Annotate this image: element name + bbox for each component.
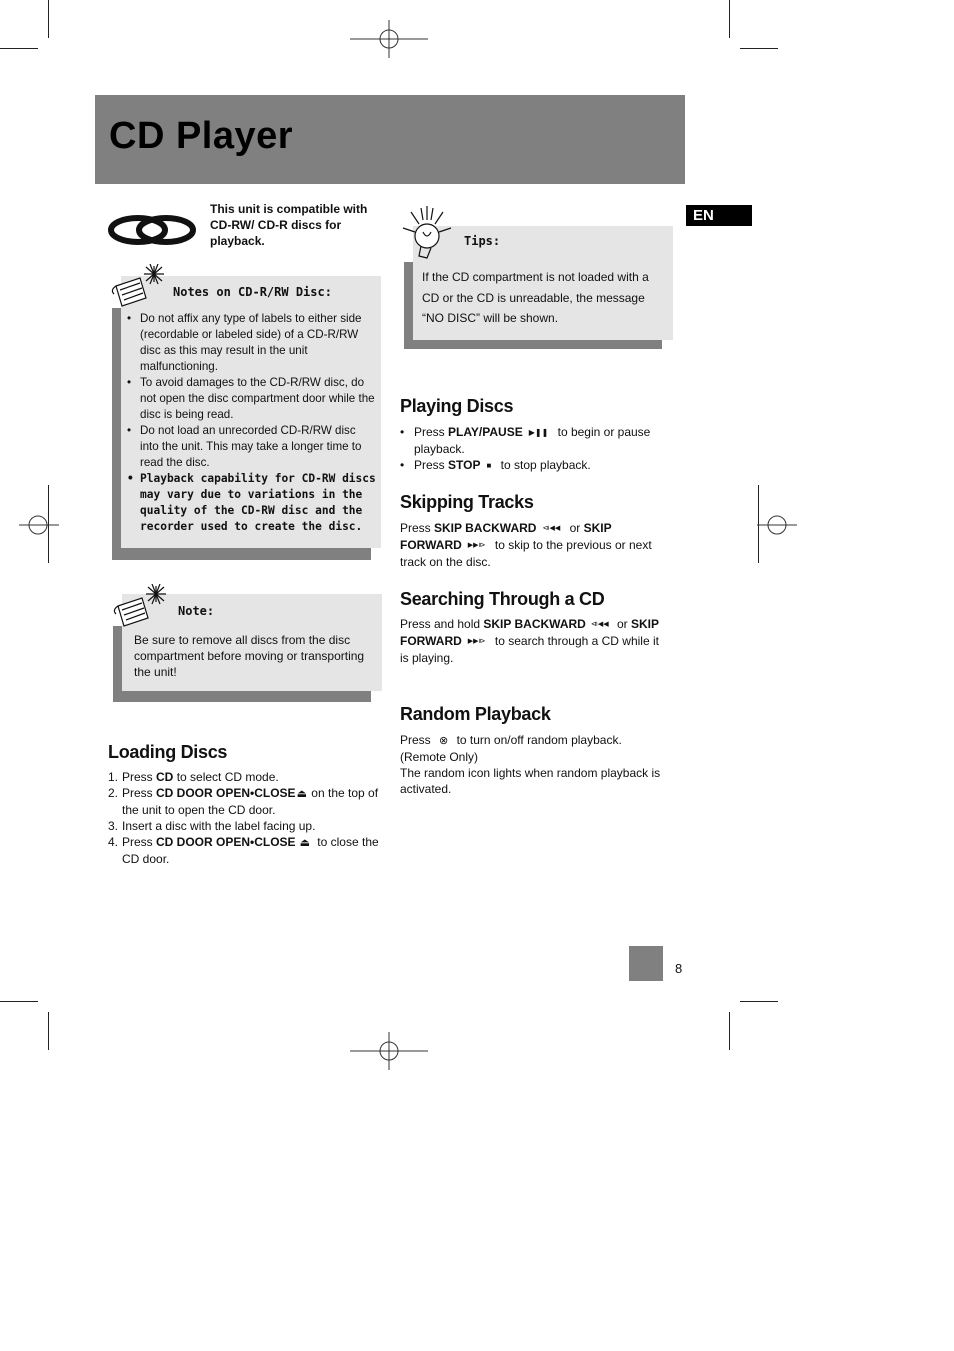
item-text: to search through a CD while it is playing. <box>400 633 659 665</box>
tips-box-text: If the CD compartment is not loaded with a CD or the CD is unreadable, the message “NO DISC” will be shown. <box>422 270 649 325</box>
registration-mark-icon <box>0 486 78 564</box>
item-text: Press <box>414 457 449 472</box>
item-text: to skip to the previous or next track on the disc. <box>400 537 652 569</box>
crop-mark <box>48 0 49 38</box>
cd-rw-logo-icon <box>108 214 196 246</box>
item-text: Press <box>400 521 435 535</box>
registration-mark-icon <box>738 486 816 564</box>
button-name: SKIP BACKWARD <box>483 617 586 631</box>
notepad-icon <box>112 584 170 628</box>
item-text: Press <box>414 425 449 439</box>
button-name: STOP <box>448 457 481 472</box>
crop-mark <box>729 0 730 38</box>
item-text: to turn on/off random playback. <box>453 733 622 747</box>
button-name: CD DOOR OPEN•CLOSE <box>156 786 296 800</box>
list-item <box>108 818 388 834</box>
list-item <box>108 834 388 867</box>
skip-back-icon: ⧏◀◀ <box>590 620 609 628</box>
lightbulb-icon <box>401 204 459 262</box>
searching-text <box>400 616 670 666</box>
compat-text: This unit is compatible with CD-RW/ CD-R discs for playback. <box>210 202 368 248</box>
button-name: CD DOOR OPEN•CLOSE <box>156 834 296 849</box>
random-text <box>400 732 675 797</box>
step-number: 1. <box>108 770 119 784</box>
eject-icon: ⏏ <box>296 787 307 800</box>
skip-forward-icon: ▶▶⧐ <box>467 541 486 549</box>
tips-box-title: Tips: <box>464 234 501 248</box>
list-item: • Do not load an unrecorded CD-R/RW disc into the unit. This may take a longer time to read the disc. <box>127 423 377 471</box>
skip-back-icon: ⧏◀◀ <box>542 524 561 532</box>
page-number-tab <box>629 946 663 981</box>
step-number: 4. <box>108 834 119 849</box>
step-text: Press <box>122 834 157 849</box>
step-text: on the top of the unit to open the CD door. <box>122 786 379 817</box>
crop-mark <box>740 48 778 49</box>
item-text: Press and hold <box>400 617 484 631</box>
loading-steps <box>108 769 388 867</box>
skipping-text <box>400 520 670 570</box>
random-line: The random icon lights when random playback is activated. <box>400 765 661 796</box>
page-number: 8 <box>675 961 683 976</box>
crop-mark <box>0 1001 38 1002</box>
playing-list <box>400 424 670 474</box>
step-text: to select CD mode. <box>173 770 279 784</box>
list-item: • Playback capability for CD-RW discs may vary due to variations in the quality of the CD-RW disc and the recorder used to create the disc. <box>127 471 377 535</box>
button-name: PLAY/PAUSE <box>448 425 523 439</box>
step-text: Press <box>122 770 157 784</box>
random-heading: Random Playback <box>400 704 551 724</box>
skipping-heading: Skipping Tracks <box>400 492 534 512</box>
loading-heading: Loading Discs <box>108 742 228 762</box>
notepad-icon <box>110 264 168 308</box>
button-name: CD <box>156 770 174 784</box>
notes-box-title: Notes on CD-R/RW Disc: <box>173 285 332 299</box>
item-text: or <box>566 521 584 535</box>
registration-mark-icon <box>350 1012 428 1090</box>
list-item: • To avoid damages to the CD-R/RW disc, do not open the disc compartment door while the disc is being read. <box>127 375 377 423</box>
item-text: to begin or pause playback. <box>414 425 651 456</box>
random-line <box>400 732 675 749</box>
skip-forward-icon: ▶▶⧐ <box>467 637 486 645</box>
list-item <box>400 424 670 457</box>
note-box-text: Be sure to remove all discs from the disc compartment before moving or transporting the unit! <box>134 633 365 679</box>
crop-mark <box>0 48 38 49</box>
note-box-title: Note: <box>178 604 215 618</box>
item-text: or <box>613 617 631 631</box>
title-band <box>95 95 685 184</box>
list-item <box>108 769 388 785</box>
stop-icon: ■ <box>486 460 492 470</box>
list-item: • Do not affix any type of labels to either side (recordable or labeled side) of a CD-R/RW disc as this may result in the unit malfunctioning. <box>127 311 377 375</box>
language-tab: EN <box>686 205 752 226</box>
step-text: to close the CD door. <box>122 834 379 866</box>
item-text: Press <box>400 733 435 747</box>
playing-heading: Playing Discs <box>400 396 514 416</box>
button-name: SKIP BACKWARD <box>434 521 537 535</box>
button-name: SKIP FORWARD <box>400 521 612 552</box>
step-number: 3. <box>108 818 119 833</box>
button-name: SKIP FORWARD <box>400 617 659 648</box>
random-line: (Remote Only) <box>400 749 479 764</box>
step-text: Press <box>122 786 157 800</box>
page-title: CD Player <box>109 115 294 157</box>
list-item <box>400 457 670 474</box>
crop-mark <box>48 1012 49 1050</box>
eject-icon: ⏏ <box>299 836 310 849</box>
random-icon: ⊗ <box>439 734 449 747</box>
item-text: to stop playback. <box>497 457 591 472</box>
list-item <box>108 785 388 818</box>
step-number: 2. <box>108 786 119 800</box>
crop-mark <box>740 1001 778 1002</box>
searching-heading: Searching Through a CD <box>400 589 605 609</box>
crop-mark <box>729 1012 730 1050</box>
step-text: Insert a disc with the label facing up. <box>122 818 316 833</box>
registration-mark-icon <box>350 0 428 78</box>
play-pause-icon: ▶❚❚ <box>528 427 549 437</box>
notes-list <box>127 311 377 535</box>
